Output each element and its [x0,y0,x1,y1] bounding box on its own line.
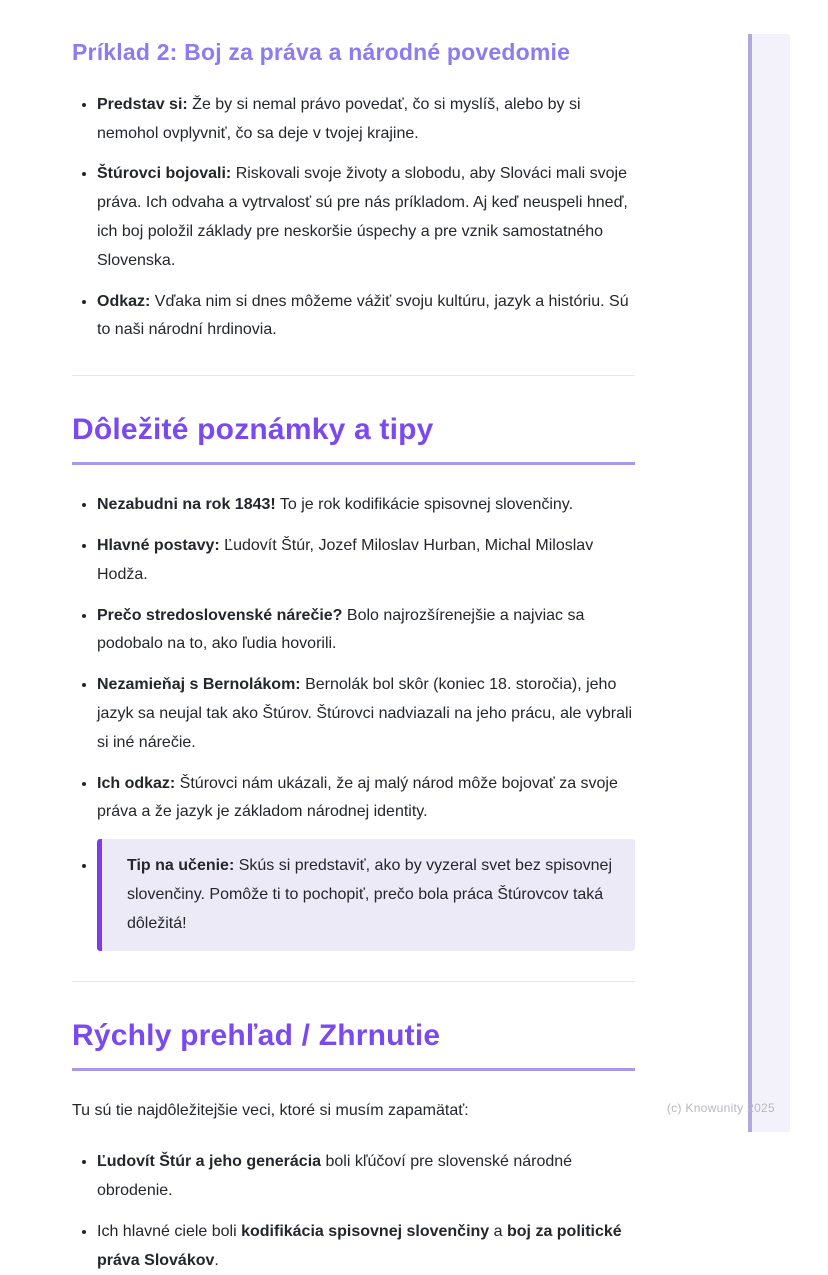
bold-text: Prečo stredoslovenské nárečie? [97,606,343,624]
bold-text: Nezamieňaj s Bernolákom: [97,676,301,694]
list-item [97,671,635,757]
bold-text: Štúrovci bojovali: [97,165,232,183]
bullet-list [72,491,635,951]
tip-list-item [97,839,635,951]
section-heading: Rýchly prehľad / Zhrnutie [72,1018,635,1071]
list-item [97,91,635,149]
text: . [214,1251,219,1269]
list-item [97,1148,635,1206]
list-item [97,288,635,346]
text: Vďaka nim si dnes môžeme vážiť svoju kultúru, jazyk a históriu. Sú to naši národní hrdinovia. [97,292,629,339]
text: a [489,1222,507,1240]
summary-intro: Tu sú tie najdôležitejšie veci, ktoré si musím zapamätať: [72,1102,469,1120]
list-item [97,1218,635,1275]
section-dolezite-poznamky [72,412,635,951]
section-priklad-2 [72,38,635,345]
bold-text: Predstav si: [97,95,188,113]
bold-text: Nezabudni na rok 1843! [97,496,276,514]
text: Skús si predstaviť, ako by vyzeral svet bez spisovnej slovenčiny. Pomôže ti to pochopiť, prečo bola práca Štúrovcov taká dôležitá! [127,857,612,932]
bold-text: Ich odkaz: [97,774,176,792]
text: Riskovali svoje životy a slobodu, aby Slováci mali svoje práva. Ich odvaha a vytrvalosť sú pre nás príkladom. Aj keď neuspeli hneď, ich boj položil základy pre neskoršie úspechy a pre vznik samostatného Slovenska. [97,165,628,269]
copyright-footer: (c) Knowunity 2025 [666,1101,775,1115]
list-item [97,770,635,828]
section-rychly-prehlad [72,1018,635,1275]
bold-text: Ľudovít Štúr a jeho generácia [97,1153,322,1171]
list-item [97,602,635,660]
bold-text: boj za politické práva Slovákov [97,1222,622,1269]
bold-text: Tip na učenie: [127,857,235,875]
text: Bolo najrozšírenejšie a najviac sa podobalo na to, ako ľudia hovorili. [97,606,585,653]
bullet-list [72,1148,635,1275]
list-item [97,491,635,520]
subsection-heading: Príklad 2: Boj za práva a národné povedomie [72,39,571,65]
text: Že by si nemal právo povedať, čo si myslíš, alebo by si nemohol ovplyvniť, čo sa deje v tvojej krajine. [97,95,581,142]
text: Ich hlavné ciele boli [97,1222,242,1240]
text: Bernolák bol skôr (koniec 18. storočia), jeho jazyk sa neujal tak ako Štúrov. Štúrovci nadviazali na jeho prácu, ale vybrali si iné nárečie. [97,676,633,751]
section-divider [72,375,635,376]
bold-text: Odkaz: [97,292,151,310]
bullet-list [72,91,635,345]
list-item [97,532,635,590]
bold-text: Hlavné postavy: [97,536,220,554]
bold-text: kodifikácia spisovnej slovenčiny [241,1222,490,1240]
text: Ľudovít Štúr, Jozef Miloslav Hurban, Michal Miloslav Hodža. [97,536,594,583]
section-divider [72,981,635,982]
text: Štúrovci nám ukázali, že aj malý národ môže bojovať za svoje práva a že jazyk je základom národnej identity. [97,774,618,821]
section-heading: Dôležité poznámky a tipy [72,412,635,465]
text: To je rok kodifikácie spisovnej slovenčiny. [275,496,574,514]
tip-callout [97,839,635,951]
list-item [97,160,635,275]
text: boli kľúčoví pre slovenské národné obrodenie. [97,1153,573,1200]
scrollbar[interactable] [748,34,790,1132]
